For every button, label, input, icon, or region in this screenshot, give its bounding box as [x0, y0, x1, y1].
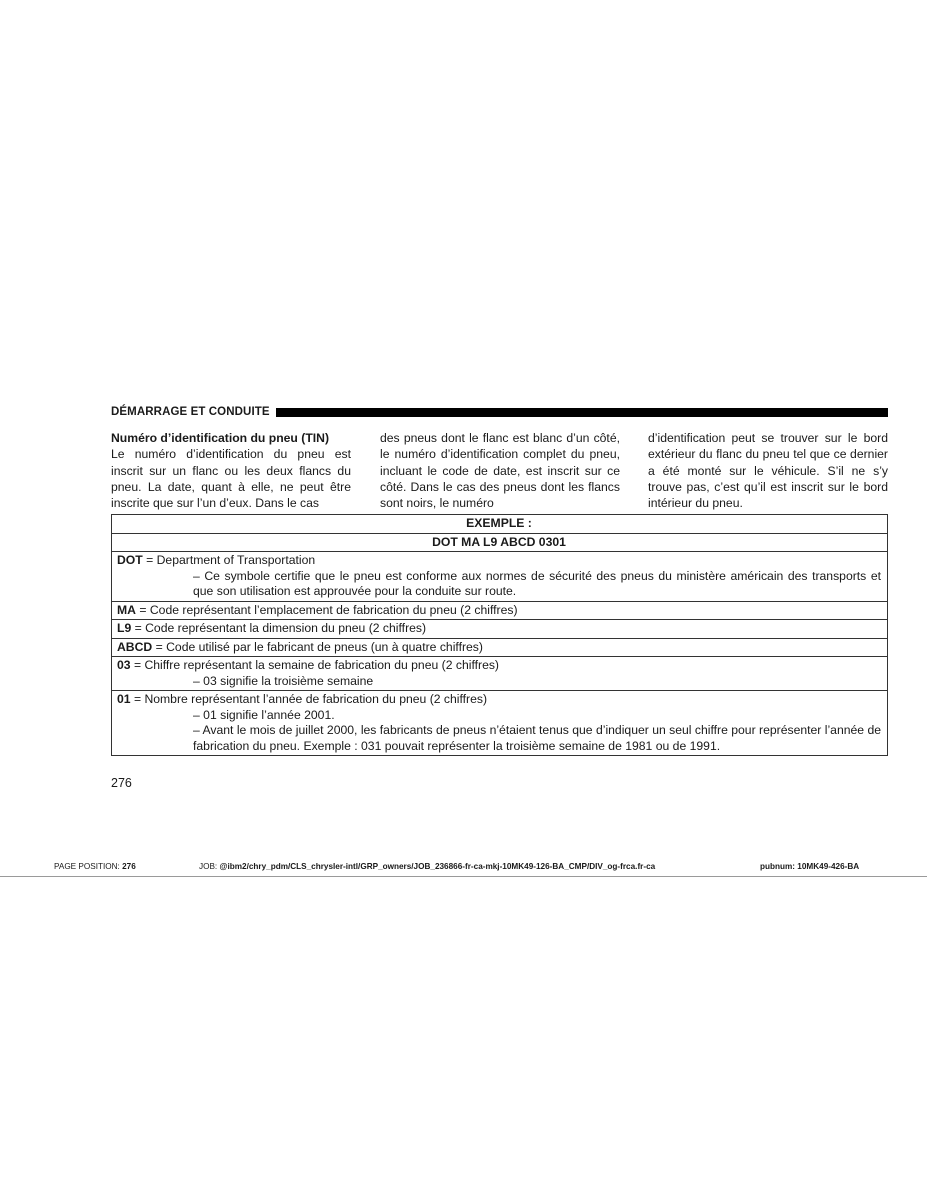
text-column-1 [111, 430, 351, 511]
column-2-text: des pneus dont le flanc est blanc d’un côté, le numéro d’identification complet du pneu, incluant le code de date, est inscrit sur ce côté. Dans le cas des pneus dont les flancs sont noirs, le numéro [380, 431, 620, 511]
year-note-1: – 01 signifie l’année 2001. [193, 707, 335, 722]
l9-cell [112, 620, 888, 639]
footer-job-value: @ibm2/chry_pdm/CLS_chrysler-intl/GRP_owners/JOB_236866-fr-ca-mkj-10MK49-126-BA_CMP/DIV_og-frca.fr-ca [219, 862, 656, 871]
table-title: EXEMPLE : [112, 515, 888, 534]
text-column-3 [648, 430, 888, 511]
footer-pubnum [760, 862, 859, 871]
footer-divider [0, 876, 927, 877]
l9-code: L9 [117, 621, 132, 635]
table-row [112, 691, 888, 756]
footer-job [199, 862, 655, 871]
week-desc: = Chiffre représentant la semaine de fabrication du pneu (2 chiffres) [130, 658, 499, 672]
footer-job-label: JOB: [199, 862, 220, 871]
footer-pubnum-label: pubnum: [760, 862, 798, 871]
section-header [111, 405, 888, 419]
table-row [112, 620, 888, 639]
l9-desc: = Code représentant la dimension du pneu (2 chiffres) [131, 621, 427, 635]
example-code: DOT MA L9 ABCD 0301 [112, 533, 888, 552]
dot-code: DOT [117, 553, 143, 567]
footer-page-position [54, 862, 136, 871]
section-title: DÉMARRAGE ET CONDUITE [111, 406, 270, 418]
table-row [112, 638, 888, 657]
tin-example-table [111, 514, 888, 756]
tin-heading: Numéro d’identification du pneu (TIN) [111, 431, 330, 445]
column-1-text: Le numéro d’identification du pneu est inscrit sur un flanc ou les deux flancs du pneu. La date, quant à elle, ne peut être inscrite que sur l’un d’eux. Dans le cas [111, 447, 351, 511]
ma-code: MA [117, 602, 136, 617]
footer-page-position-label: PAGE POSITION: [54, 862, 123, 871]
table-row [112, 552, 888, 602]
table-row [112, 601, 888, 620]
footer-page-position-value: 276 [122, 862, 136, 871]
page-number: 276 [111, 776, 132, 790]
ma-cell [112, 601, 888, 620]
section-rule [276, 408, 888, 417]
text-column-2 [380, 430, 620, 511]
abcd-code: ABCD [117, 639, 153, 654]
table-row [112, 657, 888, 691]
year-note-2: – Avant le mois de juillet 2000, les fabricants de pneus n’étaient tenus que d’indiquer un seul chiffre pour représenter l’année de fabrication du pneu. Exemple : 031 pouvait représenter la troisième semaine de 1981 ou de 1991. [193, 723, 881, 753]
footer-pubnum-value: 10MK49-426-BA [797, 862, 860, 871]
year-code: 01 [117, 692, 131, 706]
table-row [112, 533, 888, 552]
week-code: 03 [117, 658, 131, 672]
dot-note: – Ce symbole certifie que le pneu est conforme aux normes de sécurité des pneus du ministère américain des transports et que son utilisation est approuvée pour la conduite sur route. [193, 568, 881, 598]
table-row [112, 515, 888, 534]
week-note: – 03 signifie la troisième semaine [193, 673, 374, 688]
week-cell [112, 657, 888, 691]
abcd-desc: = Code utilisé par le fabricant de pneus (un à quatre chiffres) [152, 639, 483, 654]
abcd-cell [112, 638, 888, 657]
ma-desc: = Code représentant l’emplacement de fabrication du pneu (2 chiffres) [135, 602, 518, 617]
year-cell [112, 691, 888, 756]
dot-cell [112, 552, 888, 602]
dot-desc: = Department of Transportation [142, 553, 316, 567]
year-desc: = Nombre représentant l’année de fabrication du pneu (2 chiffres) [130, 692, 488, 706]
column-3-text: d’identification peut se trouver sur le bord extérieur du flanc du pneu tel que ce dernier a été monté sur le véhicule. S’il ne s’y trouve pas, c’est qu’il est inscrit sur le bord intérieur du pneu. [648, 431, 888, 511]
